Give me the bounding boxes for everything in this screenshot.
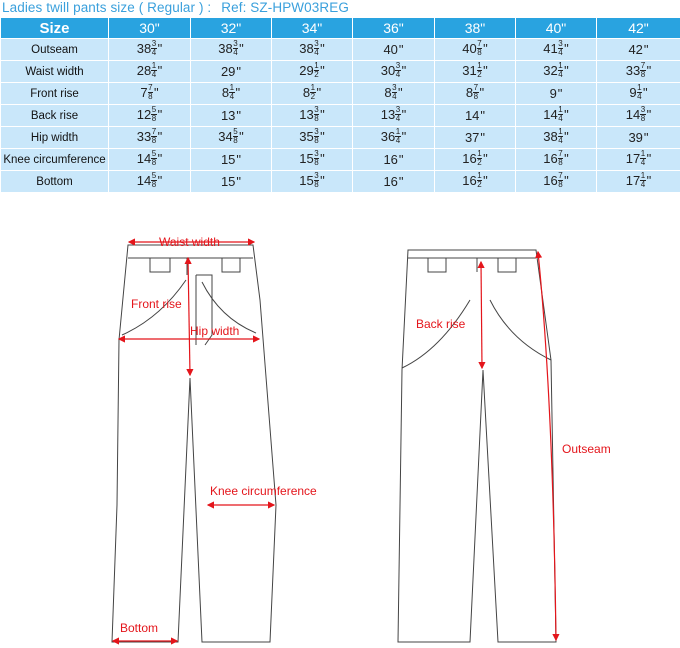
whole-value: 28 xyxy=(136,62,152,78)
measurement-cell xyxy=(516,105,597,127)
inch-mark: " xyxy=(643,84,648,100)
table-row xyxy=(1,61,680,83)
fraction xyxy=(640,150,645,167)
measurement-cell xyxy=(353,83,435,105)
fraction-numerator: 7 xyxy=(473,83,479,93)
inch-mark: " xyxy=(646,150,652,166)
fraction xyxy=(558,172,563,189)
table-row xyxy=(1,127,680,149)
measurement-cell xyxy=(435,105,516,127)
fraction xyxy=(392,84,397,101)
fraction xyxy=(473,84,478,101)
size-header-2: 34" xyxy=(272,18,353,39)
whole-value: 16 xyxy=(462,172,477,188)
whole-value: 15 xyxy=(220,174,236,189)
fraction-numerator: 1 xyxy=(558,105,563,115)
measurement-cell xyxy=(435,83,516,105)
whole-value: 30 xyxy=(380,62,396,78)
whole-value: 9 xyxy=(549,86,557,101)
inch-mark: " xyxy=(239,40,244,56)
whole-value: 17 xyxy=(625,172,641,188)
measurement-cell xyxy=(109,83,191,105)
inch-mark: " xyxy=(398,84,403,100)
whole-value: 33 xyxy=(625,62,641,78)
inch-mark: " xyxy=(320,62,325,78)
fraction-denominator: 8 xyxy=(558,180,563,190)
inch-mark: " xyxy=(320,150,325,166)
fraction-denominator: 4 xyxy=(395,136,401,146)
fraction-denominator: 4 xyxy=(637,92,642,102)
fraction-denominator: 4 xyxy=(392,92,397,102)
whole-value: 16 xyxy=(383,174,398,189)
whole-value: 38 xyxy=(136,40,152,56)
outseam-label: Outseam xyxy=(562,442,611,456)
measurement-cell xyxy=(597,39,680,61)
measurement-cell xyxy=(191,105,272,127)
measurement-cell xyxy=(435,149,516,171)
whole-value: 38 xyxy=(543,128,558,144)
inch-mark: " xyxy=(643,130,649,145)
measurement-cell xyxy=(597,83,680,105)
fraction xyxy=(477,150,482,167)
fraction xyxy=(395,106,400,123)
fraction xyxy=(233,40,238,57)
inch-mark: " xyxy=(483,62,488,78)
whole-value: 32 xyxy=(543,62,558,78)
size-header-5: 40" xyxy=(516,18,597,39)
fraction xyxy=(477,40,482,57)
whole-value: 36 xyxy=(380,128,396,144)
table-row xyxy=(1,83,680,105)
measurement-cell xyxy=(516,127,597,149)
fraction-denominator: 2 xyxy=(477,158,482,168)
whole-value: 38 xyxy=(299,40,314,56)
measurement-cell xyxy=(109,171,191,193)
row-label: Hip width xyxy=(1,127,109,149)
measurement-cell xyxy=(597,171,680,193)
fraction xyxy=(151,172,156,189)
fraction-numerator: 1 xyxy=(477,171,482,181)
table-row xyxy=(1,171,680,193)
measurement-cell xyxy=(516,61,597,83)
inch-mark: " xyxy=(564,62,569,78)
row-label: Waist width xyxy=(1,61,109,83)
fraction-denominator: 8 xyxy=(477,48,482,58)
fraction-denominator: 4 xyxy=(151,70,157,80)
fraction-numerator: 1 xyxy=(314,61,319,71)
inch-mark: " xyxy=(557,86,563,101)
table-row xyxy=(1,39,680,61)
inch-mark: " xyxy=(236,174,242,189)
fraction xyxy=(151,128,156,145)
inch-mark: " xyxy=(398,42,404,57)
fraction-denominator: 8 xyxy=(558,158,563,168)
fraction-numerator: 1 xyxy=(477,149,482,159)
fraction-denominator: 8 xyxy=(640,114,646,124)
size-header-1: 32" xyxy=(191,18,272,39)
inch-mark: " xyxy=(320,128,325,144)
size-table xyxy=(0,17,680,193)
inch-mark: " xyxy=(236,108,242,123)
fraction-denominator: 4 xyxy=(640,158,646,168)
fraction-denominator: 8 xyxy=(148,92,153,102)
measurement-cell xyxy=(191,171,272,193)
fraction-numerator: 5 xyxy=(151,149,157,159)
fraction-numerator: 3 xyxy=(151,39,157,49)
fraction-denominator: 4 xyxy=(640,180,646,190)
measurement-cell xyxy=(516,39,597,61)
inch-mark: " xyxy=(316,84,322,100)
whole-value: 14 xyxy=(543,106,558,122)
fraction xyxy=(151,62,156,79)
fraction xyxy=(558,40,563,57)
measurement-cell xyxy=(272,171,353,193)
whole-value: 8 xyxy=(465,84,474,100)
measurement-cell xyxy=(191,61,272,83)
whole-value: 12 xyxy=(136,106,152,122)
size-header-row xyxy=(1,18,680,39)
title-text: Ladies twill pants size ( Regular ) : xyxy=(2,0,212,15)
fraction xyxy=(310,84,315,101)
measurement-cell xyxy=(516,83,597,105)
fraction-numerator: 3 xyxy=(392,83,397,93)
fraction-denominator: 8 xyxy=(314,180,319,190)
hip-width-label: Hip width xyxy=(190,324,240,338)
inch-mark: " xyxy=(157,150,163,166)
fraction-denominator: 4 xyxy=(558,136,563,146)
fraction xyxy=(314,106,319,123)
fraction-numerator: 7 xyxy=(640,61,646,71)
fraction-denominator: 8 xyxy=(640,70,646,80)
back-pants-outline xyxy=(398,250,556,642)
fraction-denominator: 4 xyxy=(558,114,563,124)
whole-value: 14 xyxy=(136,172,152,188)
fraction-numerator: 1 xyxy=(640,171,646,181)
size-table-body xyxy=(1,39,680,193)
measurement-cell xyxy=(272,83,353,105)
fraction xyxy=(314,62,319,79)
whole-value: 37 xyxy=(464,130,480,145)
inch-mark: " xyxy=(157,40,163,56)
fraction-denominator: 8 xyxy=(233,136,238,146)
whole-value: 14 xyxy=(625,106,641,122)
inch-mark: " xyxy=(235,84,241,100)
whole-value: 15 xyxy=(299,150,314,166)
row-label: Front rise xyxy=(1,83,109,105)
inch-mark: " xyxy=(480,130,486,145)
measurement-cell xyxy=(272,127,353,149)
fraction-numerator: 5 xyxy=(151,171,157,181)
fraction-denominator: 4 xyxy=(233,48,238,58)
whole-value: 34 xyxy=(218,128,233,144)
fraction-denominator: 4 xyxy=(151,48,157,58)
inch-mark: " xyxy=(239,128,244,144)
fraction-numerator: 7 xyxy=(148,83,153,93)
whole-value: 41 xyxy=(543,40,558,56)
measurement-cell xyxy=(109,39,191,61)
whole-value: 17 xyxy=(625,150,641,166)
fraction-denominator: 4 xyxy=(558,48,563,58)
fraction-numerator: 3 xyxy=(640,105,646,115)
measurement-cell xyxy=(435,39,516,61)
fraction xyxy=(314,172,319,189)
fraction-denominator: 8 xyxy=(151,158,157,168)
whole-value: 16 xyxy=(543,172,558,188)
fraction-denominator: 8 xyxy=(314,158,319,168)
fraction-numerator: 1 xyxy=(637,83,642,93)
fraction-numerator: 5 xyxy=(151,105,157,115)
front-rise-label: Front rise xyxy=(131,297,182,311)
measurement-cell xyxy=(109,61,191,83)
inch-mark: " xyxy=(646,62,652,78)
fraction-numerator: 1 xyxy=(229,83,235,93)
inch-mark: " xyxy=(320,106,325,122)
inch-mark: " xyxy=(564,40,569,56)
fraction-numerator: 5 xyxy=(233,127,238,137)
fraction xyxy=(151,106,156,123)
inch-mark: " xyxy=(398,174,404,189)
measurement-cell xyxy=(191,39,272,61)
measurement-cell xyxy=(597,149,680,171)
measurement-cell xyxy=(516,171,597,193)
fraction-denominator: 2 xyxy=(477,180,482,190)
waist-width-label: Waist width xyxy=(159,235,220,249)
fraction xyxy=(558,150,563,167)
fraction xyxy=(314,150,319,167)
whole-value: 29 xyxy=(299,62,314,78)
whole-value: 14 xyxy=(464,108,480,123)
table-row xyxy=(1,149,680,171)
whole-value: 31 xyxy=(462,62,477,78)
measurement-cell xyxy=(191,127,272,149)
fraction xyxy=(477,172,482,189)
fraction-numerator: 3 xyxy=(314,127,319,137)
whole-value: 38 xyxy=(218,40,233,56)
inch-mark: " xyxy=(401,128,407,144)
inch-mark: " xyxy=(157,62,163,78)
inch-mark: " xyxy=(320,172,325,188)
size-header-label: Size xyxy=(1,18,109,39)
whole-value: 14 xyxy=(136,150,152,166)
whole-value: 42 xyxy=(628,42,643,57)
fraction-numerator: 3 xyxy=(395,105,401,115)
fraction xyxy=(314,40,319,57)
whole-value: 15 xyxy=(220,152,236,167)
inch-mark: " xyxy=(564,106,569,122)
fraction xyxy=(229,84,234,101)
back-measurement-lines xyxy=(481,252,556,640)
fraction-denominator: 2 xyxy=(310,92,316,102)
measurement-cell xyxy=(353,149,435,171)
whole-value: 8 xyxy=(221,84,230,100)
fraction-numerator: 1 xyxy=(477,61,482,71)
fraction-numerator: 3 xyxy=(314,39,319,49)
whole-value: 13 xyxy=(220,108,236,123)
fraction-numerator: 3 xyxy=(314,171,319,181)
size-header-4: 38" xyxy=(435,18,516,39)
whole-value: 29 xyxy=(220,64,236,79)
fraction-numerator: 7 xyxy=(558,171,563,181)
inch-mark: " xyxy=(480,108,486,123)
row-label: Back rise xyxy=(1,105,109,127)
fraction-denominator: 4 xyxy=(558,70,563,80)
row-label: Bottom xyxy=(1,171,109,193)
inch-mark: " xyxy=(157,128,163,144)
whole-value: 9 xyxy=(629,84,637,100)
size-header-6: 42" xyxy=(597,18,680,39)
fraction xyxy=(477,62,482,79)
inch-mark: " xyxy=(401,62,407,78)
measurement-cell xyxy=(597,127,680,149)
fraction-denominator: 8 xyxy=(151,180,157,190)
fraction xyxy=(640,172,645,189)
back-rise-label: Back rise xyxy=(416,317,466,331)
whole-value: 16 xyxy=(383,152,398,167)
inch-mark: " xyxy=(479,84,485,100)
fraction-numerator: 3 xyxy=(314,149,319,159)
fraction xyxy=(640,62,645,79)
inch-mark: " xyxy=(643,42,649,57)
measurement-cell xyxy=(191,83,272,105)
inch-mark: " xyxy=(483,172,488,188)
whole-value: 33 xyxy=(136,128,152,144)
measurement-cell xyxy=(435,61,516,83)
inch-mark: " xyxy=(401,106,407,122)
measurement-cell xyxy=(272,61,353,83)
fraction-denominator: 4 xyxy=(229,92,235,102)
fraction-numerator: 3 xyxy=(395,61,401,71)
fraction-numerator: 1 xyxy=(640,149,646,159)
measurement-cell xyxy=(435,171,516,193)
fraction-numerator: 7 xyxy=(558,149,563,159)
inch-mark: " xyxy=(320,40,325,56)
fraction-numerator: 1 xyxy=(558,127,563,137)
fraction-numerator: 1 xyxy=(558,61,563,71)
row-label: Outseam xyxy=(1,39,109,61)
measurement-cell xyxy=(435,127,516,149)
measurement-cell xyxy=(597,105,680,127)
measurement-cell xyxy=(353,171,435,193)
fraction xyxy=(151,40,156,57)
inch-mark: " xyxy=(157,106,163,122)
fraction xyxy=(558,62,563,79)
inch-mark: " xyxy=(564,150,569,166)
fraction-denominator: 8 xyxy=(473,92,479,102)
fraction xyxy=(395,128,400,145)
measurement-cell xyxy=(353,61,435,83)
fraction xyxy=(395,62,400,79)
inch-mark: " xyxy=(483,40,488,56)
inch-mark: " xyxy=(236,64,242,79)
measurement-cell xyxy=(272,39,353,61)
measurement-cell xyxy=(109,149,191,171)
whole-value: 13 xyxy=(380,106,396,122)
whole-value: 13 xyxy=(299,106,314,122)
fraction-denominator: 4 xyxy=(395,70,401,80)
fraction-denominator: 2 xyxy=(477,70,482,80)
measurement-cell xyxy=(353,105,435,127)
bottom-label: Bottom xyxy=(120,621,159,635)
fraction xyxy=(151,150,156,167)
measurement-cell xyxy=(597,61,680,83)
inch-mark: " xyxy=(154,84,159,100)
measurement-cell xyxy=(191,149,272,171)
whole-value: 15 xyxy=(299,172,314,188)
inch-mark: " xyxy=(646,172,652,188)
chart-title xyxy=(2,0,349,16)
measurement-cell xyxy=(516,149,597,171)
whole-value: 8 xyxy=(384,84,392,100)
fraction-numerator: 3 xyxy=(314,105,319,115)
row-label: Knee circumference xyxy=(1,149,109,171)
inch-mark: " xyxy=(236,152,242,167)
reference-code: Ref: SZ-HPW03REG xyxy=(221,0,349,15)
fraction-numerator: 7 xyxy=(477,39,482,49)
whole-value: 8 xyxy=(302,84,311,100)
pants-diagram xyxy=(0,220,680,648)
measurement-cell xyxy=(272,105,353,127)
measurement-cell xyxy=(109,105,191,127)
measurement-cell xyxy=(272,149,353,171)
inch-mark: " xyxy=(398,152,404,167)
fraction-numerator: 3 xyxy=(558,39,563,49)
whole-value: 35 xyxy=(299,128,314,144)
measurement-cell xyxy=(353,39,435,61)
inch-mark: " xyxy=(564,172,569,188)
fraction xyxy=(148,84,153,101)
measurement-cell xyxy=(353,127,435,149)
fraction-denominator: 8 xyxy=(314,114,319,124)
size-header-0: 30" xyxy=(109,18,191,39)
fraction-denominator: 4 xyxy=(314,48,319,58)
fraction xyxy=(637,84,642,101)
fraction xyxy=(558,128,563,145)
size-header-3: 36" xyxy=(353,18,435,39)
fraction-denominator: 8 xyxy=(151,114,157,124)
inch-mark: " xyxy=(646,106,652,122)
fraction-numerator: 1 xyxy=(310,83,316,93)
fraction-denominator: 8 xyxy=(314,136,319,146)
whole-value: 16 xyxy=(462,150,477,166)
inch-mark: " xyxy=(483,150,488,166)
fraction-denominator: 4 xyxy=(395,114,401,124)
table-row xyxy=(1,105,680,127)
whole-value: 7 xyxy=(140,84,148,100)
whole-value: 40 xyxy=(462,40,477,56)
fraction xyxy=(233,128,238,145)
measurement-cell xyxy=(109,127,191,149)
fraction-numerator: 1 xyxy=(151,61,157,71)
fraction xyxy=(640,106,645,123)
fraction-denominator: 2 xyxy=(314,70,319,80)
fraction xyxy=(314,128,319,145)
fraction xyxy=(558,106,563,123)
inch-mark: " xyxy=(157,172,163,188)
fraction-numerator: 7 xyxy=(151,127,157,137)
fraction-numerator: 3 xyxy=(233,39,238,49)
inch-mark: " xyxy=(564,128,569,144)
fraction-numerator: 1 xyxy=(395,127,401,137)
fraction-denominator: 8 xyxy=(151,136,157,146)
whole-value: 39 xyxy=(628,130,643,145)
knee-circumference-label: Knee circumference xyxy=(210,484,317,498)
whole-value: 40 xyxy=(383,42,398,57)
whole-value: 16 xyxy=(543,150,558,166)
